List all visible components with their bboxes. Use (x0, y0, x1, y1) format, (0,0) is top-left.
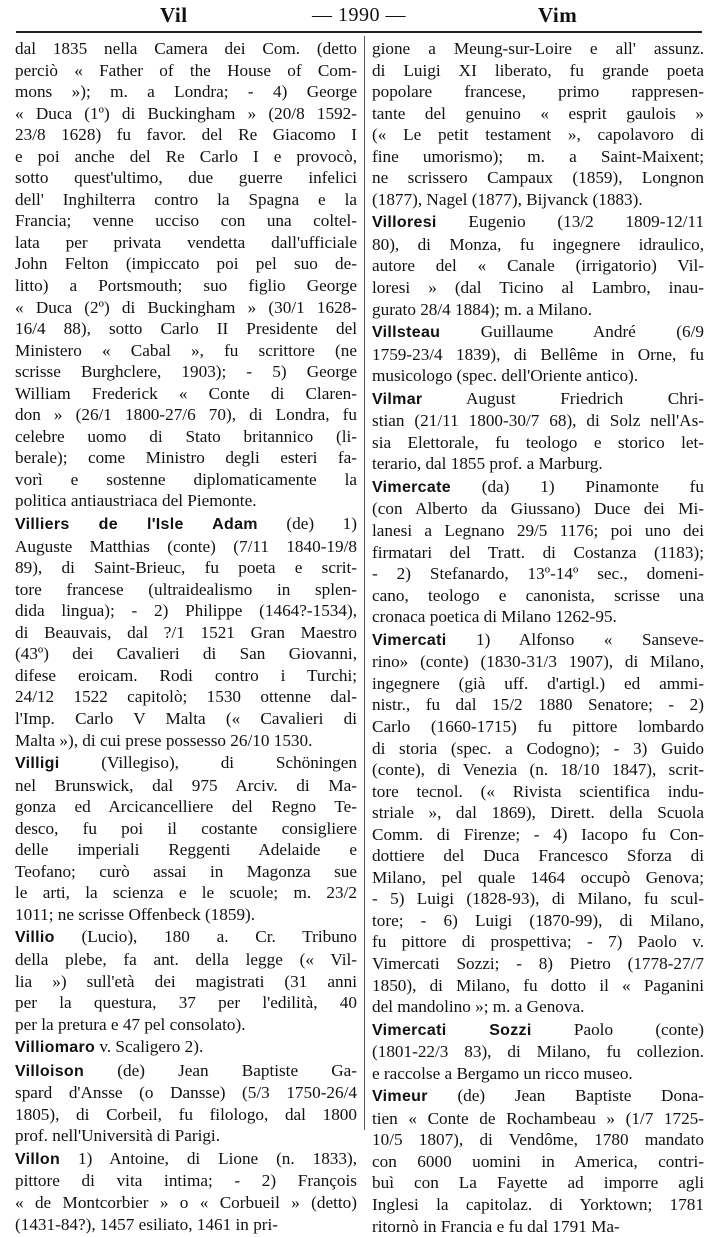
entry-line: 10/5 1807), di Vendôme, 1780 mandato (372, 1130, 704, 1150)
entry-line: spard d'Ansse (o Dansse) (5/3 1750-26/4 (15, 1083, 357, 1103)
entry-line: delle imperiali Reggenti Adelaide e (15, 840, 357, 860)
entry-line: 89), di Saint-Brieuc, fu poeta e scrit- (15, 558, 357, 578)
entry-line: difese eroicam. Rodi contro i Turchi; (15, 665, 357, 685)
entry-first-line (372, 476, 704, 499)
entry-line: Auguste Matthias (conte) (7/11 1840-19/8 (15, 536, 357, 556)
entry-line: autore del « Canale (irrigatorio) Vil- (372, 256, 704, 276)
entry-line: nistr., fu dal 15/2 1880 Senatore; - 2) (372, 695, 704, 715)
right-column (372, 38, 705, 1236)
entry-line: firmatari del Tratt. di Costanza (1183); (372, 542, 704, 562)
entry-continuation (372, 38, 704, 210)
entry-line: (1801-22/3 83), di Milano, fu collezion. (372, 1042, 704, 1062)
header-right-guideword: Vim (538, 3, 578, 27)
entry-line: di storia (spec. a Codogno); - 3) Guido (372, 738, 704, 758)
entry-line: William Frederick « Conte di Claren- (15, 383, 357, 403)
page-number: — 1990 — (312, 4, 406, 26)
entry-line: striale », dal 1869), Dirett. della Scuola (372, 803, 704, 823)
entry-line: 24/12 1522 capitolò; 1530 ottenne dal- (15, 687, 357, 707)
dictionary-entry (15, 926, 357, 1035)
entry-line: scrisse Burghclere, 1903); - 5) George (15, 362, 357, 382)
entry-line: fu pittore di prospettiva; - 7) Paolo v. (372, 932, 704, 952)
entry-first-line (372, 388, 704, 411)
dictionary-entry (372, 1085, 704, 1237)
entry-line: popolare francese, primo rappresen- (372, 82, 704, 102)
entry-line: nel Brunswick, dal 975 Arciv. di Ma- (15, 775, 357, 795)
entry-line: cano, teologo e canonista, scrisse una (372, 585, 704, 605)
entry-line: - 5) Luigi (1828-93), di Milano, fu scul- (372, 889, 704, 909)
entry-line: mons »); m. a Londra; - 4) George (15, 82, 357, 102)
entry-line: Milano, pel quale 1464 occupò Genova; (372, 867, 704, 887)
entry-line: di Beauvais, dal ?/1 1521 Gran Maestro (15, 622, 357, 642)
entry-text: (de) Jean Baptiste Dona- (457, 1086, 704, 1106)
entry-headword: Villon (15, 1150, 61, 1168)
entry-line: (conte), di Venezia (n. 18/10 1847), scrit- (372, 760, 704, 780)
entry-line: e raccolse a Bergamo un ricco museo. (372, 1063, 633, 1083)
entry-first-line (372, 1085, 704, 1108)
entry-line: 23/8 1628) fu favor. del Re Giacomo I (15, 125, 357, 145)
entry-headword: Vimercati (372, 631, 447, 649)
entry-line: rino» (conte) (1830-31/3 1907), di Milano, (372, 652, 704, 672)
entry-text: Paolo (conte) (573, 1019, 704, 1039)
entry-line: per la pretura e 47 pel consolato). (15, 1014, 246, 1034)
entry-line: Teofano; curò assai in Magonza sue (15, 861, 357, 881)
entry-line: le arti, la scienza e le scuole; m. 23/2 (15, 883, 357, 903)
entry-text: (Villegiso), di Schöningen (101, 753, 357, 773)
entry-first-line (15, 513, 357, 536)
entry-text: (de) Jean Baptiste Ga- (117, 1060, 357, 1080)
entry-line: lanesi a Legnano 29/5 1176; poi uno dei (372, 521, 704, 541)
entry-headword: Vimeur (372, 1088, 428, 1106)
entry-line: berale); come Ministro degli esteri fa- (15, 448, 357, 468)
entry-line: (con Alberto da Giussano) Duce dei Mi- (372, 499, 704, 519)
entry-line: ingegnere (già uff. d'artigl.) ed ammi- (372, 673, 704, 693)
dictionary-entry (372, 629, 704, 1018)
entry-first-line (15, 1060, 357, 1083)
entry-line: John Felton (impiccato poi pel suo de- (15, 254, 357, 274)
entry-line: celebre uomo di Stato britannico (li- (15, 426, 357, 446)
entry-line: di Luigi XI liberato, fu grande poeta (372, 60, 704, 80)
entry-line: (1431-84?), 1457 esiliato, 1461 in pri- (15, 1214, 279, 1234)
entry-line: 80), di Monza, fu ingegnere idraulico, (372, 234, 704, 254)
entry-line: - 2) Stefanardo, 13º-14º sec., domeni- (372, 564, 704, 584)
entry-line: 16/4 88), sotto Carlo II Presidente del (15, 319, 357, 339)
entry-line: pittore di vita intima; - 2) François (15, 1171, 357, 1191)
entry-line: dottiere del Duca Francesco Sforza di (372, 846, 704, 866)
entry-text: 1) Alfonso « Sanseve- (476, 629, 705, 649)
entry-line: tien « Conte de Rochambeau » (1/7 1725- (372, 1108, 704, 1128)
entry-text: August Friedrich Chri- (466, 388, 704, 408)
column-divider (364, 36, 365, 1130)
dictionary-entry (15, 1036, 357, 1059)
entry-line: (« Le petit testament », capolavoro di (372, 125, 704, 145)
entry-first-line (15, 1036, 357, 1059)
dictionary-entry (15, 513, 357, 751)
entry-headword: Villoison (15, 1062, 85, 1080)
entry-line: fine umorismo); m. a Saint-Maixent; (372, 146, 704, 166)
dictionary-entry (15, 752, 357, 925)
entry-line: Inglesi la capitolaz. di Yorktown; 1781 (372, 1194, 704, 1214)
entry-line: ne scrissero Campaux (1859), Longnon (372, 168, 704, 188)
entry-line: 1850), di Milano, fu dotto il « Paganini (372, 975, 704, 995)
entry-first-line (15, 926, 357, 949)
entry-line: politica antiaustriaca del Piemonte. (15, 491, 257, 511)
entry-line: cronaca poetica di Milano 1262-95. (372, 607, 617, 627)
entry-line: lia ») sull'età dei magistrati (31 anni (15, 971, 357, 991)
entry-line: perciò « Father of the House of Com- (15, 60, 357, 80)
entry-text: Guillaume André (6/9 (480, 322, 704, 342)
header-rule (16, 31, 702, 33)
entry-line: dida lingua); - 2) Philippe (1464?-1534), (15, 601, 357, 621)
entry-line: sia Elettorale, fu teologo e storico let- (372, 432, 704, 452)
entry-line: Francia; venne ucciso con una coltel- (15, 211, 357, 231)
entry-line: 1805), di Corbeil, fu filologo, dal 1800 (15, 1104, 357, 1124)
entry-headword: Villiomaro (15, 1039, 96, 1057)
dictionary-entry (15, 1060, 357, 1147)
entry-line: musicologo (spec. dell'Oriente antico). (372, 366, 639, 386)
entry-text: (Lucio), 180 a. Cr. Tribuno (81, 927, 357, 947)
entry-line: dell' Inghilterra contro la Spagna e la (15, 189, 357, 209)
entry-line: prof. nell'Università di Parigi. (15, 1126, 221, 1146)
dictionary-entry (372, 321, 704, 387)
entry-line: don » (26/1 1800-27/6 70), di Londra, fu (15, 405, 357, 425)
entry-text: v. Scaligero 2). (99, 1037, 204, 1057)
entry-line: lata per privata vendetta dall'ufficiale (15, 232, 357, 252)
dictionary-entry (372, 1019, 704, 1085)
entry-line: tore; - 6) Luigi (1870-99), di Milano, (372, 910, 704, 930)
entry-line: tore francese (ultraidealismo in splen- (15, 579, 357, 599)
entry-line: (43º) dei Cavalieri di San Giovanni, (15, 644, 357, 664)
entry-line: l'Imp. Carlo V Malta (« Cavalieri di (15, 708, 357, 728)
entry-headword: Vilmar (372, 390, 423, 408)
entry-line: sotto quest'ultimo, due guerre infelici (15, 168, 357, 188)
page-header (0, 0, 718, 32)
entry-line: Vimercati Sozzi; - 8) Pietro (1778-27/7 (372, 953, 704, 973)
entry-line: « Duca (1º) di Buckingham » (20/8 1592- (15, 103, 357, 123)
entry-line: tante del genuino « esprit gaulois » (372, 103, 704, 123)
entry-line: Comm. di Firenze; - 4) Iacopo fu Con- (372, 824, 704, 844)
entry-line: gurato 28/4 1884); m. a Milano. (372, 299, 593, 319)
entry-text: (da) 1) Pinamonte fu (481, 476, 705, 496)
dictionary-entry (372, 388, 704, 475)
entry-text: 1) Antoine, di Lione (n. 1833), (77, 1148, 357, 1168)
entry-first-line (372, 321, 704, 344)
entry-first-line (15, 1148, 357, 1171)
entry-line: desco, fu poi il costante consigliere (15, 818, 357, 838)
entry-headword: Villigi (15, 755, 60, 773)
entry-text: (de) 1) (286, 514, 357, 534)
entry-line: Ministero « Cabal », fu scrittore (ne (15, 340, 357, 360)
entry-line: « Duca (2º) di Buckingham » (30/1 1628- (15, 297, 357, 317)
header-left-guideword: Vil (160, 3, 188, 27)
entry-line: (1877), Nagel (1877), Bijvanck (1883). (372, 189, 643, 209)
entry-headword: Vimercati Sozzi (372, 1021, 532, 1039)
left-column (15, 38, 357, 1234)
entry-line: del mandolino »; m. a Genova. (372, 997, 585, 1017)
entry-line: stian (21/11 1800-30/7 68), di Solz nell'As- (372, 411, 704, 431)
entry-line: « de Montcorbier » o « Corbueil » (detto) (15, 1192, 357, 1212)
entry-first-line (15, 752, 357, 775)
entry-headword: Villio (15, 929, 55, 947)
entry-text: Eugenio (13/2 1809-12/11 (468, 212, 704, 232)
entry-line: con 6000 uomini in America, contri- (372, 1151, 704, 1171)
entry-line: buì con La Fayette ad imporre agli (372, 1173, 704, 1193)
entry-line: per la questura, 37 per l'edilità, 40 (15, 993, 357, 1013)
entry-line: tore tecnol. (« Rivista scientifica indu- (372, 781, 704, 801)
entry-line: loresi » (dal Ticino al Lambro, inau- (372, 278, 704, 298)
entry-line: ritornò in Francia e fu dal 1791 Ma- (372, 1216, 620, 1236)
entry-line: Malta »), di cui prese possesso 26/10 1530. (15, 730, 313, 750)
entry-line: terario, dal 1855 prof. a Marburg. (372, 454, 603, 474)
dictionary-entry (372, 476, 704, 628)
entry-continuation (15, 38, 357, 512)
entry-line: 1759-23/4 1839), di Bellême in Orne, fu (372, 344, 704, 364)
entry-first-line (372, 629, 704, 652)
entry-headword: Villoresi (372, 214, 437, 232)
entry-headword: Vimercate (372, 478, 451, 496)
entry-headword: Villiers de l'Isle Adam (15, 516, 258, 534)
entry-line: e poi anche del Re Carlo I e provocò, (15, 146, 357, 166)
entry-line: della plebe, fa ant. della legge (« Vil- (15, 949, 357, 969)
entry-line: vorì e sostenne diplomaticamente la (15, 469, 357, 489)
entry-headword: Villsteau (372, 324, 441, 342)
entry-first-line (372, 211, 704, 234)
entry-line: 1011; ne scrisse Offenbeck (1859). (15, 904, 256, 924)
entry-line: dal 1835 nella Camera dei Com. (detto (15, 39, 357, 58)
dictionary-entry (15, 1148, 357, 1235)
entry-line: gonza ed Arcicancelliere del Regno Te- (15, 797, 357, 817)
entry-line: litto) a Portsmouth; suo figlio George (15, 276, 357, 296)
entry-line: Carlo (1660-1715) fu pittore lombardo (372, 716, 704, 736)
dictionary-entry (372, 211, 704, 320)
entry-line: gione a Meung-sur-Loire e all' assunz. (372, 39, 704, 58)
entry-first-line (372, 1019, 704, 1042)
